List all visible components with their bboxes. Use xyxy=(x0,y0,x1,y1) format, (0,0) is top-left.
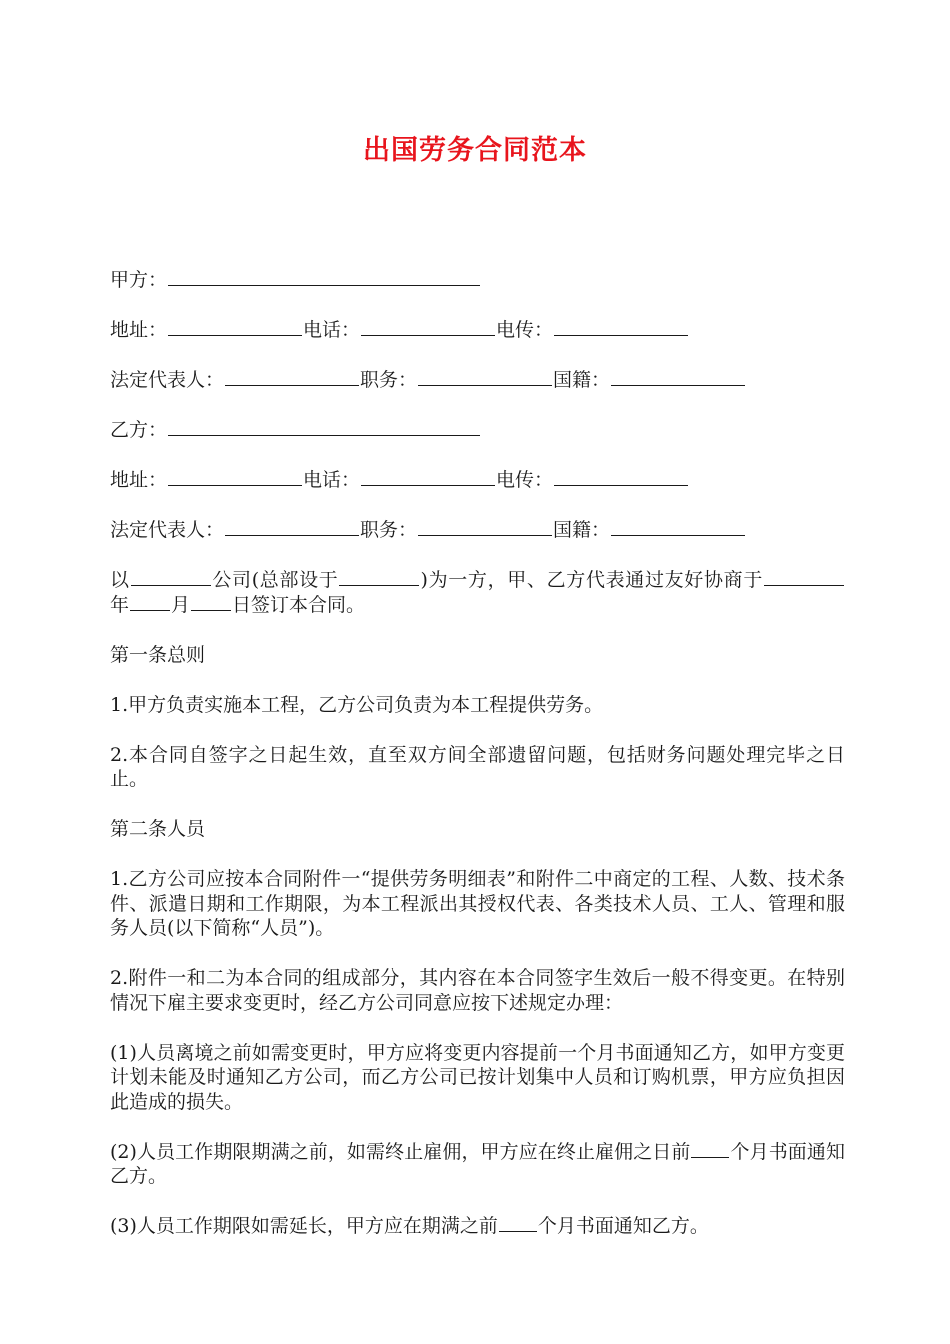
party-b-phone-label: 电话： xyxy=(303,469,361,491)
party-b-phone-blank xyxy=(361,468,495,486)
document-title: 出国劳务合同范本 xyxy=(363,135,587,166)
article-2-item-3 xyxy=(110,1214,845,1239)
article-1-clause-2: 2.本合同自签字之日起生效，直至双方间全部遗留问题，包括财务问题处理完毕之日止。 xyxy=(110,743,845,790)
intro-year-blank xyxy=(764,568,844,586)
party-a-nationality-blank xyxy=(611,368,745,386)
intro-text-5: 月 xyxy=(171,593,191,616)
party-b-fax-blank xyxy=(554,468,688,486)
party-a-rep-label: 法定代表人： xyxy=(110,369,225,391)
party-a-address-label: 地址： xyxy=(110,319,168,341)
article-2-clause-1: 1.乙方公司应按本合同附件一“提供劳务明细表”和附件二中商定的工程、人数、技术条件、派遣日期和工作期限，为本工程派出其授权代表、各类技术人员、工人、管理和服务人员(以下简称“人员”)。 xyxy=(110,868,845,939)
intro-hq-blank xyxy=(339,568,419,586)
party-b-position-blank xyxy=(418,518,552,536)
party-b-label: 乙方： xyxy=(110,419,168,441)
party-b-position-label: 职务： xyxy=(360,519,418,541)
item-2-text-b: 个月书面通知乙方。 xyxy=(110,1140,845,1187)
intro-company-blank xyxy=(131,568,211,586)
article-1-heading: 第一条总则 xyxy=(110,643,206,666)
party-b-contact-line xyxy=(110,468,845,493)
intro-text-6: 日签订本合同。 xyxy=(232,593,366,616)
intro-day-blank xyxy=(191,593,231,611)
party-b-nationality-blank xyxy=(611,518,745,536)
article-2-clause-2: 2.附件一和二为本合同的组成部分，其内容在本合同签字生效后一般不得变更。在特别情况下雇主要求变更时，经乙方公司同意应按下述规定办理： xyxy=(110,967,845,1014)
party-a-fax-blank xyxy=(554,318,688,336)
item-2-months-blank xyxy=(691,1140,729,1158)
party-b-address-blank xyxy=(168,468,302,486)
party-a-fax-label: 电传： xyxy=(496,319,554,341)
party-b-address-label: 地址： xyxy=(110,469,168,491)
item-3-text-a: (3)人员工作期限如需延长，甲方应在期满之前 xyxy=(110,1215,498,1237)
party-b-rep-line xyxy=(110,518,845,543)
party-b-rep-blank xyxy=(225,518,359,536)
intro-paragraph xyxy=(110,568,845,617)
party-b-nationality-label: 国籍： xyxy=(553,519,611,541)
party-a-blank xyxy=(168,268,480,286)
party-a-position-label: 职务： xyxy=(360,369,418,391)
article-2-item-2 xyxy=(110,1140,845,1189)
party-a-contact-line xyxy=(110,318,845,343)
party-b-rep-label: 法定代表人： xyxy=(110,519,225,541)
party-b-line xyxy=(110,418,845,443)
article-1-clause-1: 1.甲方负责实施本工程，乙方公司负责为本工程提供劳务。 xyxy=(110,693,604,716)
party-a-label: 甲方： xyxy=(110,269,168,291)
intro-text-4: 年 xyxy=(110,593,130,616)
document-body xyxy=(110,268,845,1264)
party-a-rep-blank xyxy=(225,368,359,386)
item-3-text-b: 个月书面通知乙方。 xyxy=(537,1215,709,1237)
party-a-nationality-label: 国籍： xyxy=(553,369,611,391)
party-b-blank xyxy=(168,418,480,436)
article-2-item-1: (1)人员离境之前如需变更时，甲方应将变更内容提前一个月书面通知乙方，如甲方变更计划未能及时通知乙方公司，而乙方公司已按计划集中人员和订购机票，甲方应负担因此造成的损失。 xyxy=(110,1041,845,1113)
party-a-position-blank xyxy=(418,368,552,386)
intro-month-blank xyxy=(130,593,170,611)
party-a-rep-line xyxy=(110,368,845,393)
intro-text-1: 以 xyxy=(110,569,130,591)
party-a-phone-label: 电话： xyxy=(303,319,361,341)
item-3-months-blank xyxy=(499,1214,537,1232)
article-2-heading: 第二条人员 xyxy=(110,818,206,840)
intro-text-3: )为一方，甲、乙方代表通过友好协商于 xyxy=(420,569,763,591)
party-a-phone-blank xyxy=(361,318,495,336)
item-2-text-a: (2)人员工作期限期满之前，如需终止雇佣，甲方应在终止雇佣之日前 xyxy=(110,1140,691,1163)
party-a-address-blank xyxy=(168,318,302,336)
intro-text-2: 公司(总部设于 xyxy=(211,569,339,591)
party-a-line xyxy=(110,268,845,293)
party-b-fax-label: 电传： xyxy=(496,469,554,491)
